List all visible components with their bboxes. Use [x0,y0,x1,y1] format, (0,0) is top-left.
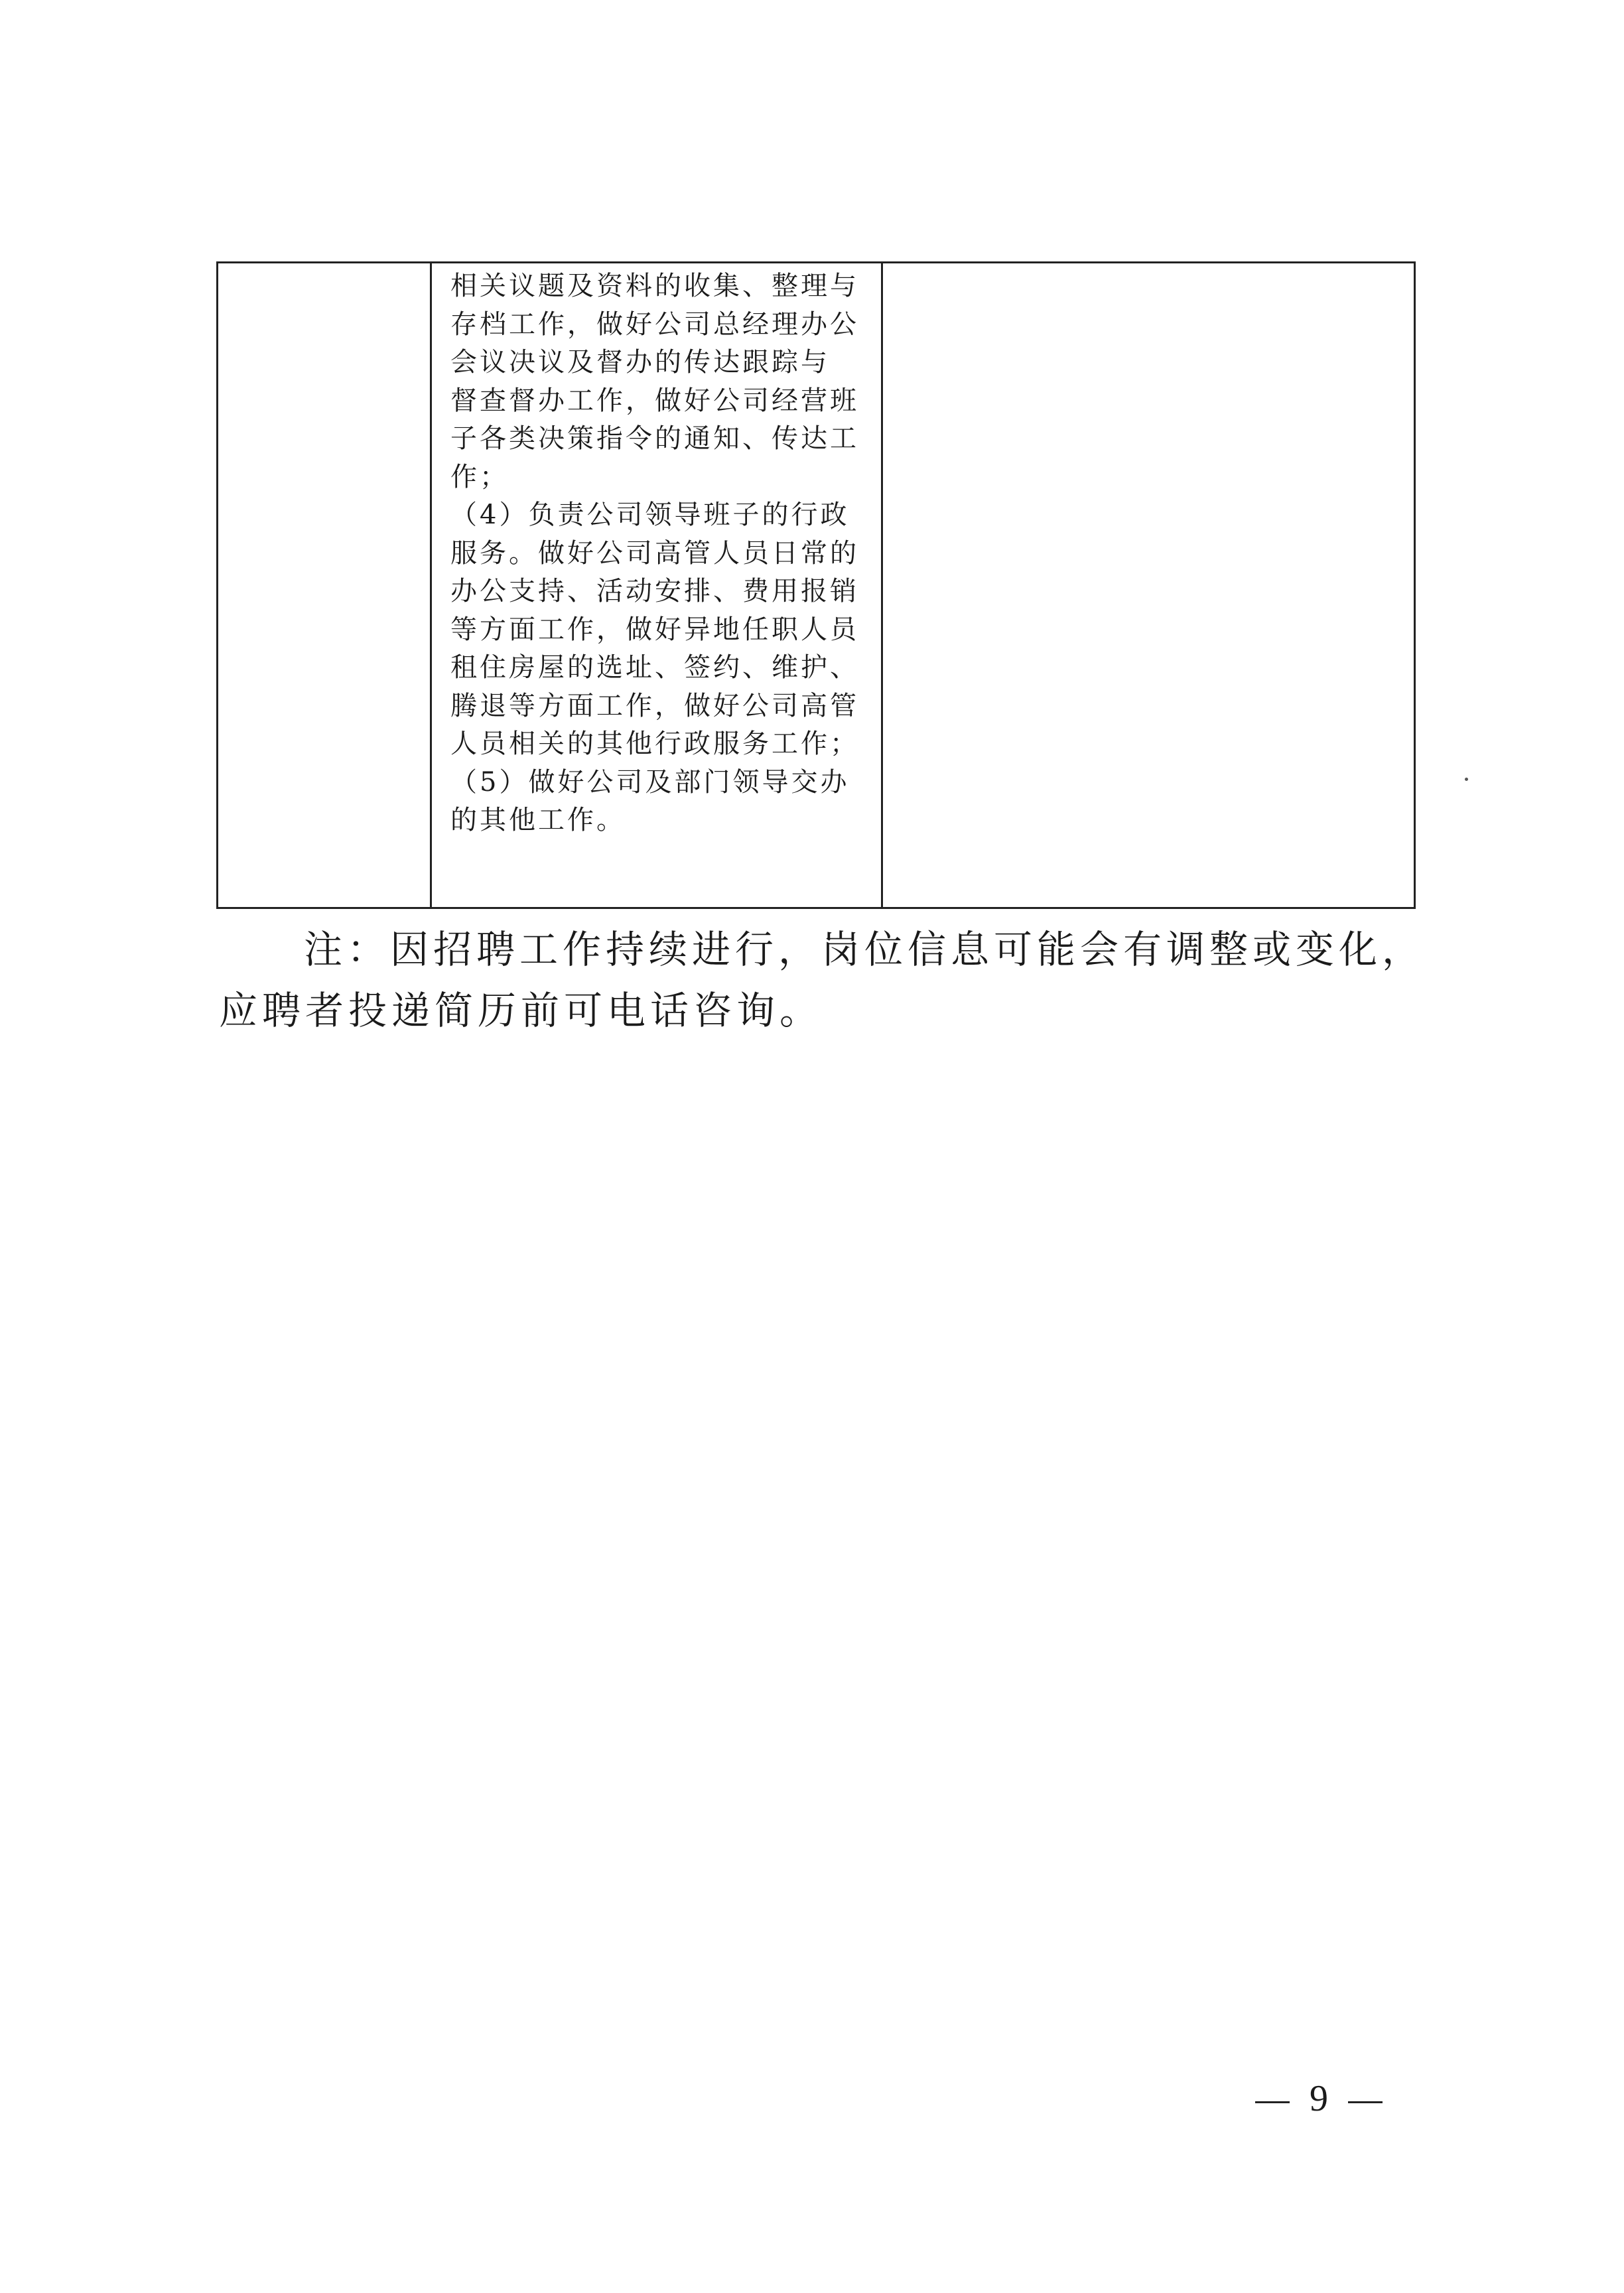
note-paragraph [219,919,1446,1041]
duty-line: 相关议题及资料的收集、整理与 [450,271,859,301]
duty-line: 子各类决策指令的通知、传达工 [450,423,859,454]
scan-speck-icon [1465,778,1468,781]
page-number-value: 9 [1310,2078,1328,2119]
duty-line: 租住房屋的选址、签约、维护、 [450,652,859,683]
dash-right-icon [1348,2101,1383,2103]
note-line: 应聘者投递简历前可电话咨询。 [219,988,823,1033]
page-number [1255,2075,1383,2122]
requirements-cell [883,263,1414,907]
duty-line: 服务。做好公司高管人员日常的 [450,537,859,569]
duty-line: 作； [450,461,509,492]
note-line: 注：因招聘工作持续进行，岗位信息可能会有调整或变化， [304,927,1426,972]
duty-line: （5）做好公司及部门领导交办 [450,766,850,798]
job-table [216,261,1416,909]
duty-line: 办公支持、活动安排、费用报销 [450,576,859,606]
duty-line: 的其他工作。 [450,805,626,835]
duty-line: 存档工作，做好公司总经理办公 [450,309,859,340]
duty-line: 腾退等方面工作，做好公司高管 [450,690,859,721]
position-cell [218,263,432,907]
duty-line: （4）负责公司领导班子的行政 [450,500,850,530]
duty-line: 督查督办工作，做好公司经营班 [450,385,859,416]
duties-cell [432,263,883,907]
duty-line: 人员相关的其他行政服务工作； [450,729,859,759]
duty-line: 会议决议及督办的传达跟踪与 [450,347,830,378]
dash-left-icon [1255,2101,1290,2103]
duty-line: 等方面工作，做好异地任职人员 [450,614,859,645]
